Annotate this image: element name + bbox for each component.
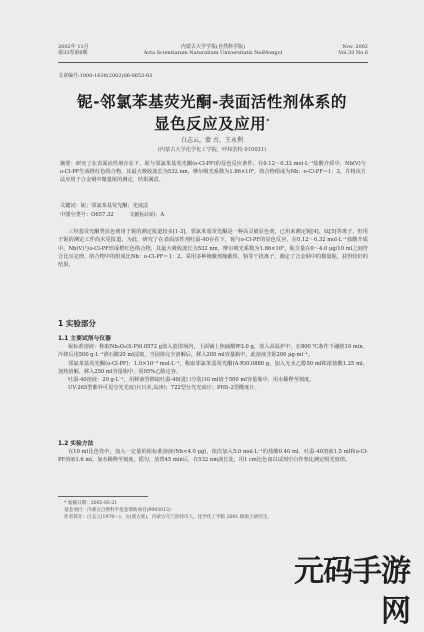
intro-paragraph: 三羟基荧光酮类显色剂用于铌的测定报道较多[1-3]，邻氯苯基荧光酮是一种高灵敏显色剂，已用来测定铌[4]、钛[5]等离子，但用于铌的测定工作尚未见报道。为此，研究了在表面活性剂吐温-40存在下，铌与o-Cl-PF的显色反应，在0.12～0.32 mol·L⁻¹盐酸介质中，Nb(V)与o-Cl-PF形成橙红色络合物，其最大吸收波长为532 nm，摩尔吸光系数为1.86×10⁵，铌含量在0～4.0 μg/10 ml之间符合比耳定律，络合物中的组成比Nb：o-Cl-PF＝1：2。采用多种掩蔽剂掩蔽铁、铬等干扰离子，测定了合金钢中的微量铌，获得较好的结果。 bbox=[58, 229, 368, 269]
authors: 白志云，蒙 古，王永利 bbox=[181, 137, 243, 144]
document-code: 文献标识码：A bbox=[129, 212, 165, 218]
title-footnote-mark: * bbox=[266, 118, 270, 125]
reagent-paragraph: 铌标准溶液：称取Nb₂O₅(S·P)0.0572 g放入瓷坩埚内，上面铺上焦硫酸钾3.0 g，放入高温炉中，在800 ℃条件下融熔10 min，冷却后用500 g·L⁻¹酒石酸20 ml浸取，当固体完全溶解后，移入200 ml容量瓶中，此溶液含铌200 μg·ml⁻¹。 bbox=[58, 344, 368, 359]
header-journal-name: 内蒙古大学学报(自然科学版) Acta Scientiarum Naturalium Universitatis NeiMongol bbox=[143, 44, 283, 56]
paper-title bbox=[0, 92, 424, 134]
title-line-2: 显色反应及应用 bbox=[154, 115, 267, 134]
instrument-paragraph: UV-265型紫外可见分光光度计(日本,岛津)；722型分光光度计；PHS-2型酸度计。 bbox=[68, 385, 260, 392]
abstract: 摘要：研究了在表面活性剂存在下，铌与邻氯苯基荧光酮(o-Cl-PF)的显色反应条件。在0.12～0.32 mol·L⁻¹盐酸介质中，Nb(V)与o-Cl-PF生成橙红色络合物，其最大吸收波长为532 nm，摩尔吸光系数为1.86×10⁵，络合物组成为Nb：o-Cl-PF＝1：2，并将该方法应用于合金钢中微量铌的测定，结果满意。 bbox=[60, 161, 366, 184]
header-volume: Nov. 2002 Vol.33 No.6 bbox=[338, 44, 368, 56]
header-date-issue: 2002年 11月 第33卷第6期 bbox=[58, 44, 89, 56]
keywords: 关键词：铌；邻氯苯基荧光酮；光度法 bbox=[60, 203, 149, 209]
subsection-heading-reagents: 1.1 主要试剂与仪器 bbox=[58, 336, 111, 342]
footnotes bbox=[64, 500, 368, 521]
clc-number: 中图分类号：O657.32 bbox=[60, 212, 114, 218]
classification bbox=[60, 211, 366, 218]
reagents-block bbox=[58, 343, 368, 393]
footnote-funding: 基金项目：内蒙古自然科学基金资助项目(9903013) bbox=[64, 508, 171, 513]
affiliation: (内蒙古大学化学化工学院，呼和浩特 010021) bbox=[157, 147, 267, 153]
article-number: 文章编号:1000-1638(2002)06-0653-03 bbox=[58, 73, 153, 79]
section-heading: 1 实验部分 bbox=[58, 319, 96, 328]
footnote-author: 作者简介：白志云(1978～)，女(蒙古族)，内蒙古乌兰浩特市人，化学化工学院 2001 级硕士研究生。 bbox=[64, 515, 273, 520]
reagent-paragraph: 邻氯苯基荧光酮(o-Cl-PF)：1.0×10⁻³ mol·L⁻¹，称取邻氯苯基荧光酮(A·R)0.0886 g，加入无水乙醇50 ml和浓盐酸1.25 ml，加热溶解，移入250 ml容量瓶中，用95%乙醇定容。 bbox=[58, 360, 368, 375]
introduction bbox=[58, 228, 368, 269]
footnote-received: * 收稿日期：2002-05-21 bbox=[64, 501, 118, 506]
footnote-rule bbox=[58, 496, 148, 497]
title-line-1: 铌-邻氯苯基荧光酮-表面活性剂体系的 bbox=[77, 93, 347, 111]
site-watermark: 元码手游网 bbox=[294, 554, 410, 629]
method-paragraph: 在10 ml比色管中，加入一定量的铌标准溶液(Nb<4.0 μg)，依次加入5.0 mol·L⁻¹的盐酸0.40 ml、吐温-40溶液1.5 ml和o-Cl-PF溶液1.6 ml，加水稀释至刻度，摇匀，放置45 min后，在532 nm波长处，用1 cm比色皿以试剂空白作参比测定吸光度值。 bbox=[58, 449, 368, 464]
method-block bbox=[58, 448, 368, 465]
reagent-paragraph: 吐温-40溶液：20 g·L⁻¹，用移液管移取吐温-40(进口分装)10 ml溶于500 ml容量瓶中，用水稀释至刻度。 bbox=[68, 377, 315, 384]
header-rule bbox=[58, 62, 368, 63]
subsection-heading-method: 1.2 实验方法 bbox=[58, 441, 94, 447]
